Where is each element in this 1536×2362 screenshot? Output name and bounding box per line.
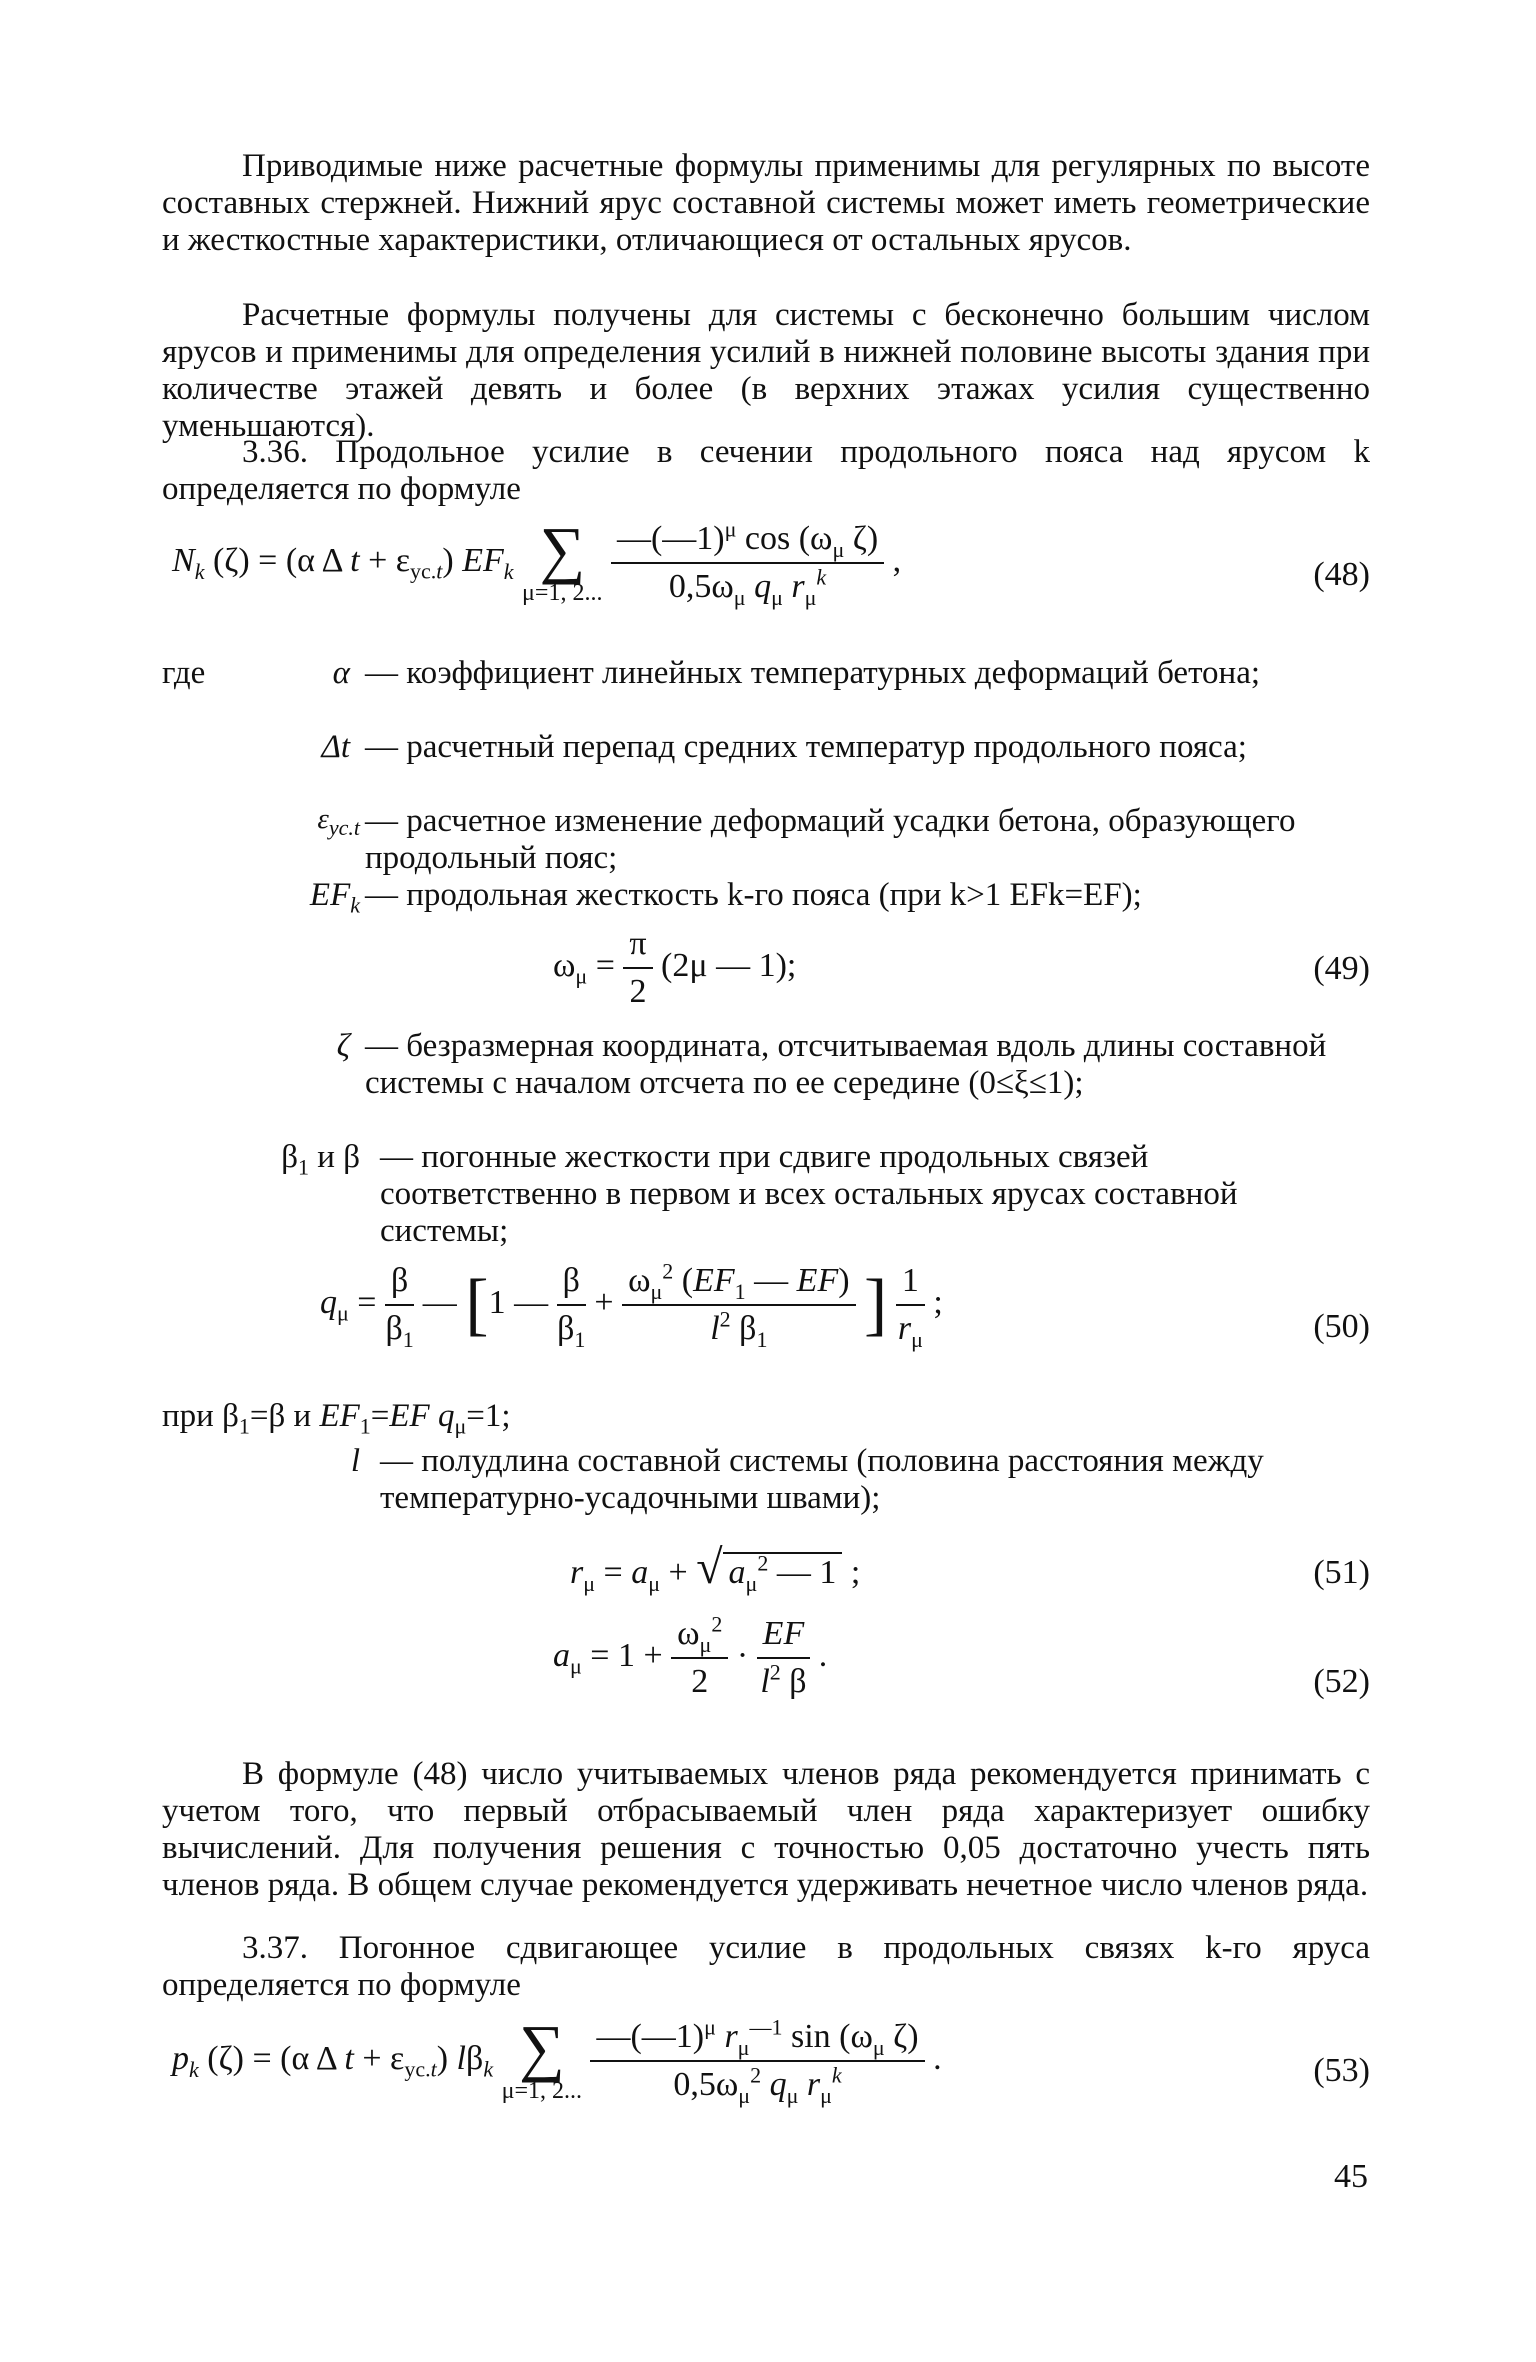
- sum-sign: ∑ μ=1, 2...: [522, 514, 603, 606]
- equation-51: $r_\mu = a_\mu$ + √ $a_\mu^2$ — 1 ;: [570, 1541, 861, 1596]
- term-eps: $\varepsilon_{ус.t}$: [317, 803, 360, 840]
- equation-number-52: (52): [1313, 1663, 1370, 1700]
- equation-52: $a_\mu = 1$ + $\frac{\omega_\mu^2}{2}$ · $\frac{EF}{l^2 \beta}$ .: [553, 1611, 828, 1700]
- term-delta-t: Δt: [321, 729, 350, 765]
- condition-beta-equal: при $\beta_1=\beta$ и $EF_1=EF$ $q_\mu=1$;: [162, 1398, 511, 1439]
- term-l: l: [350, 1443, 360, 1479]
- term-efk: $EF_k$: [309, 877, 360, 918]
- equation-53: $p_k$ (ζ) = (α Δ $t + \varepsilon_{ус.t}$) $l\beta_k$ ∑ μ=1, 2... $\frac{—(—1)^\mu r_\mu^{—1} \sin (\omega_\mu \zeta)}{0,5\omega_\mu^2 q_\mu r_\mu^k}$ .: [172, 2012, 942, 2108]
- page-number: 45: [1334, 2158, 1368, 2195]
- fraction-53: $\frac{—(—1)^\mu r_\mu^{—1} \sin (\omega_\mu \zeta)}{0,5\omega_\mu^2 q_\mu r_\mu^k}$: [590, 2018, 924, 2104]
- equation-49: $\omega_\mu$ = $\frac{\pi}{2}$ (2μ — 1);: [553, 925, 797, 1010]
- term-alpha: α: [332, 655, 350, 691]
- def-efk: — продольная жесткость k-го пояса (при k>1 EFk=EF);: [365, 877, 1142, 913]
- equation-number-50: (50): [1313, 1308, 1370, 1345]
- equation-48: $N_k$ (ζ) = (α Δ $t + \varepsilon_{ус.t}$) $EF_k$ ∑ μ=1, 2... $\frac{—(—1)^\mu \cos (\omega_\mu \zeta)}{0,5\omega_\mu q_\mu r_\mu^k}$ ,: [172, 514, 902, 610]
- def-zeta: — безразмерная координата, отсчитываемая вдоль длины составной системы с началом отсчета по ее середине (0≤ξ≤1);: [365, 1028, 1327, 1101]
- where-label: где: [162, 655, 206, 691]
- paragraph-3-37: 3.37. Погонное сдвигающее усилие в продольных связях k-го яруса определяется по формуле: [162, 1930, 1370, 2003]
- equation-50: $q_\mu$ = $\frac{\beta}{\beta_1}$ — [1 — $\frac{\beta}{\beta_1}$ + $\frac{\omega_\mu^2 (EF_1 — EF)}{l^2 \beta_1}$ ] $\frac{1}{r_\mu}$ ;: [320, 1258, 943, 1352]
- paragraph-intro: Приводимые ниже расчетные формулы применимы для регулярных по высоте составных стержней. Нижний ярус составной системы может иметь геометрические и жесткостные характеристики, отличающиеся от остальных ярусов.: [162, 148, 1370, 258]
- def-delta-t: — расчетный перепад средних температур продольного пояса;: [365, 729, 1247, 765]
- fraction-48: $\frac{—(—1)^\mu \cos (\omega_\mu \zeta)}{0,5\omega_\mu q_\mu r_\mu^k}$: [611, 520, 884, 606]
- paragraph-design-formulas: Расчетные формулы получены для системы с бесконечно большим числом ярусов и применимы для определения усилий в нижней половине высоты здания при количестве этажей девять и более (в верхних этажах усилия существенно уменьшаются).: [162, 297, 1370, 444]
- equation-number-51: (51): [1313, 1554, 1370, 1591]
- term-beta: $\beta_1$ и β: [281, 1139, 360, 1180]
- term-zeta: ζ: [336, 1028, 350, 1064]
- sum-sign-53: ∑ μ=1, 2...: [501, 2012, 582, 2104]
- paragraph-3-36: 3.36. Продольное усилие в сечении продольного пояса над ярусом k определяется по формуле: [162, 434, 1370, 507]
- equation-number-48: (48): [1313, 556, 1370, 593]
- def-eps: — расчетное изменение деформаций усадки бетона, образующего продольный пояс;: [365, 803, 1296, 876]
- equation-number-53: (53): [1313, 2052, 1370, 2089]
- equation-number-49: (49): [1313, 950, 1370, 987]
- def-l: — полудлина составной системы (половина расстояния между температурно-усадочными швами);: [380, 1443, 1264, 1516]
- paragraph-series-terms: В формуле (48) число учитываемых членов ряда рекомендуется принимать с учетом того, что первый отбрасываемый член ряда характеризует ошибку вычислений. Для получения решения с точностью 0,05 достаточно учесть пять членов ряда. В общем случае рекомендуется удерживать нечетное число членов ряда.: [162, 1756, 1370, 1903]
- def-beta: — погонные жесткости при сдвиге продольных связей соответственно в первом и всех остальных ярусах составной системы;: [380, 1139, 1238, 1249]
- def-alpha: — коэффициент линейных температурных деформаций бетона;: [365, 655, 1261, 691]
